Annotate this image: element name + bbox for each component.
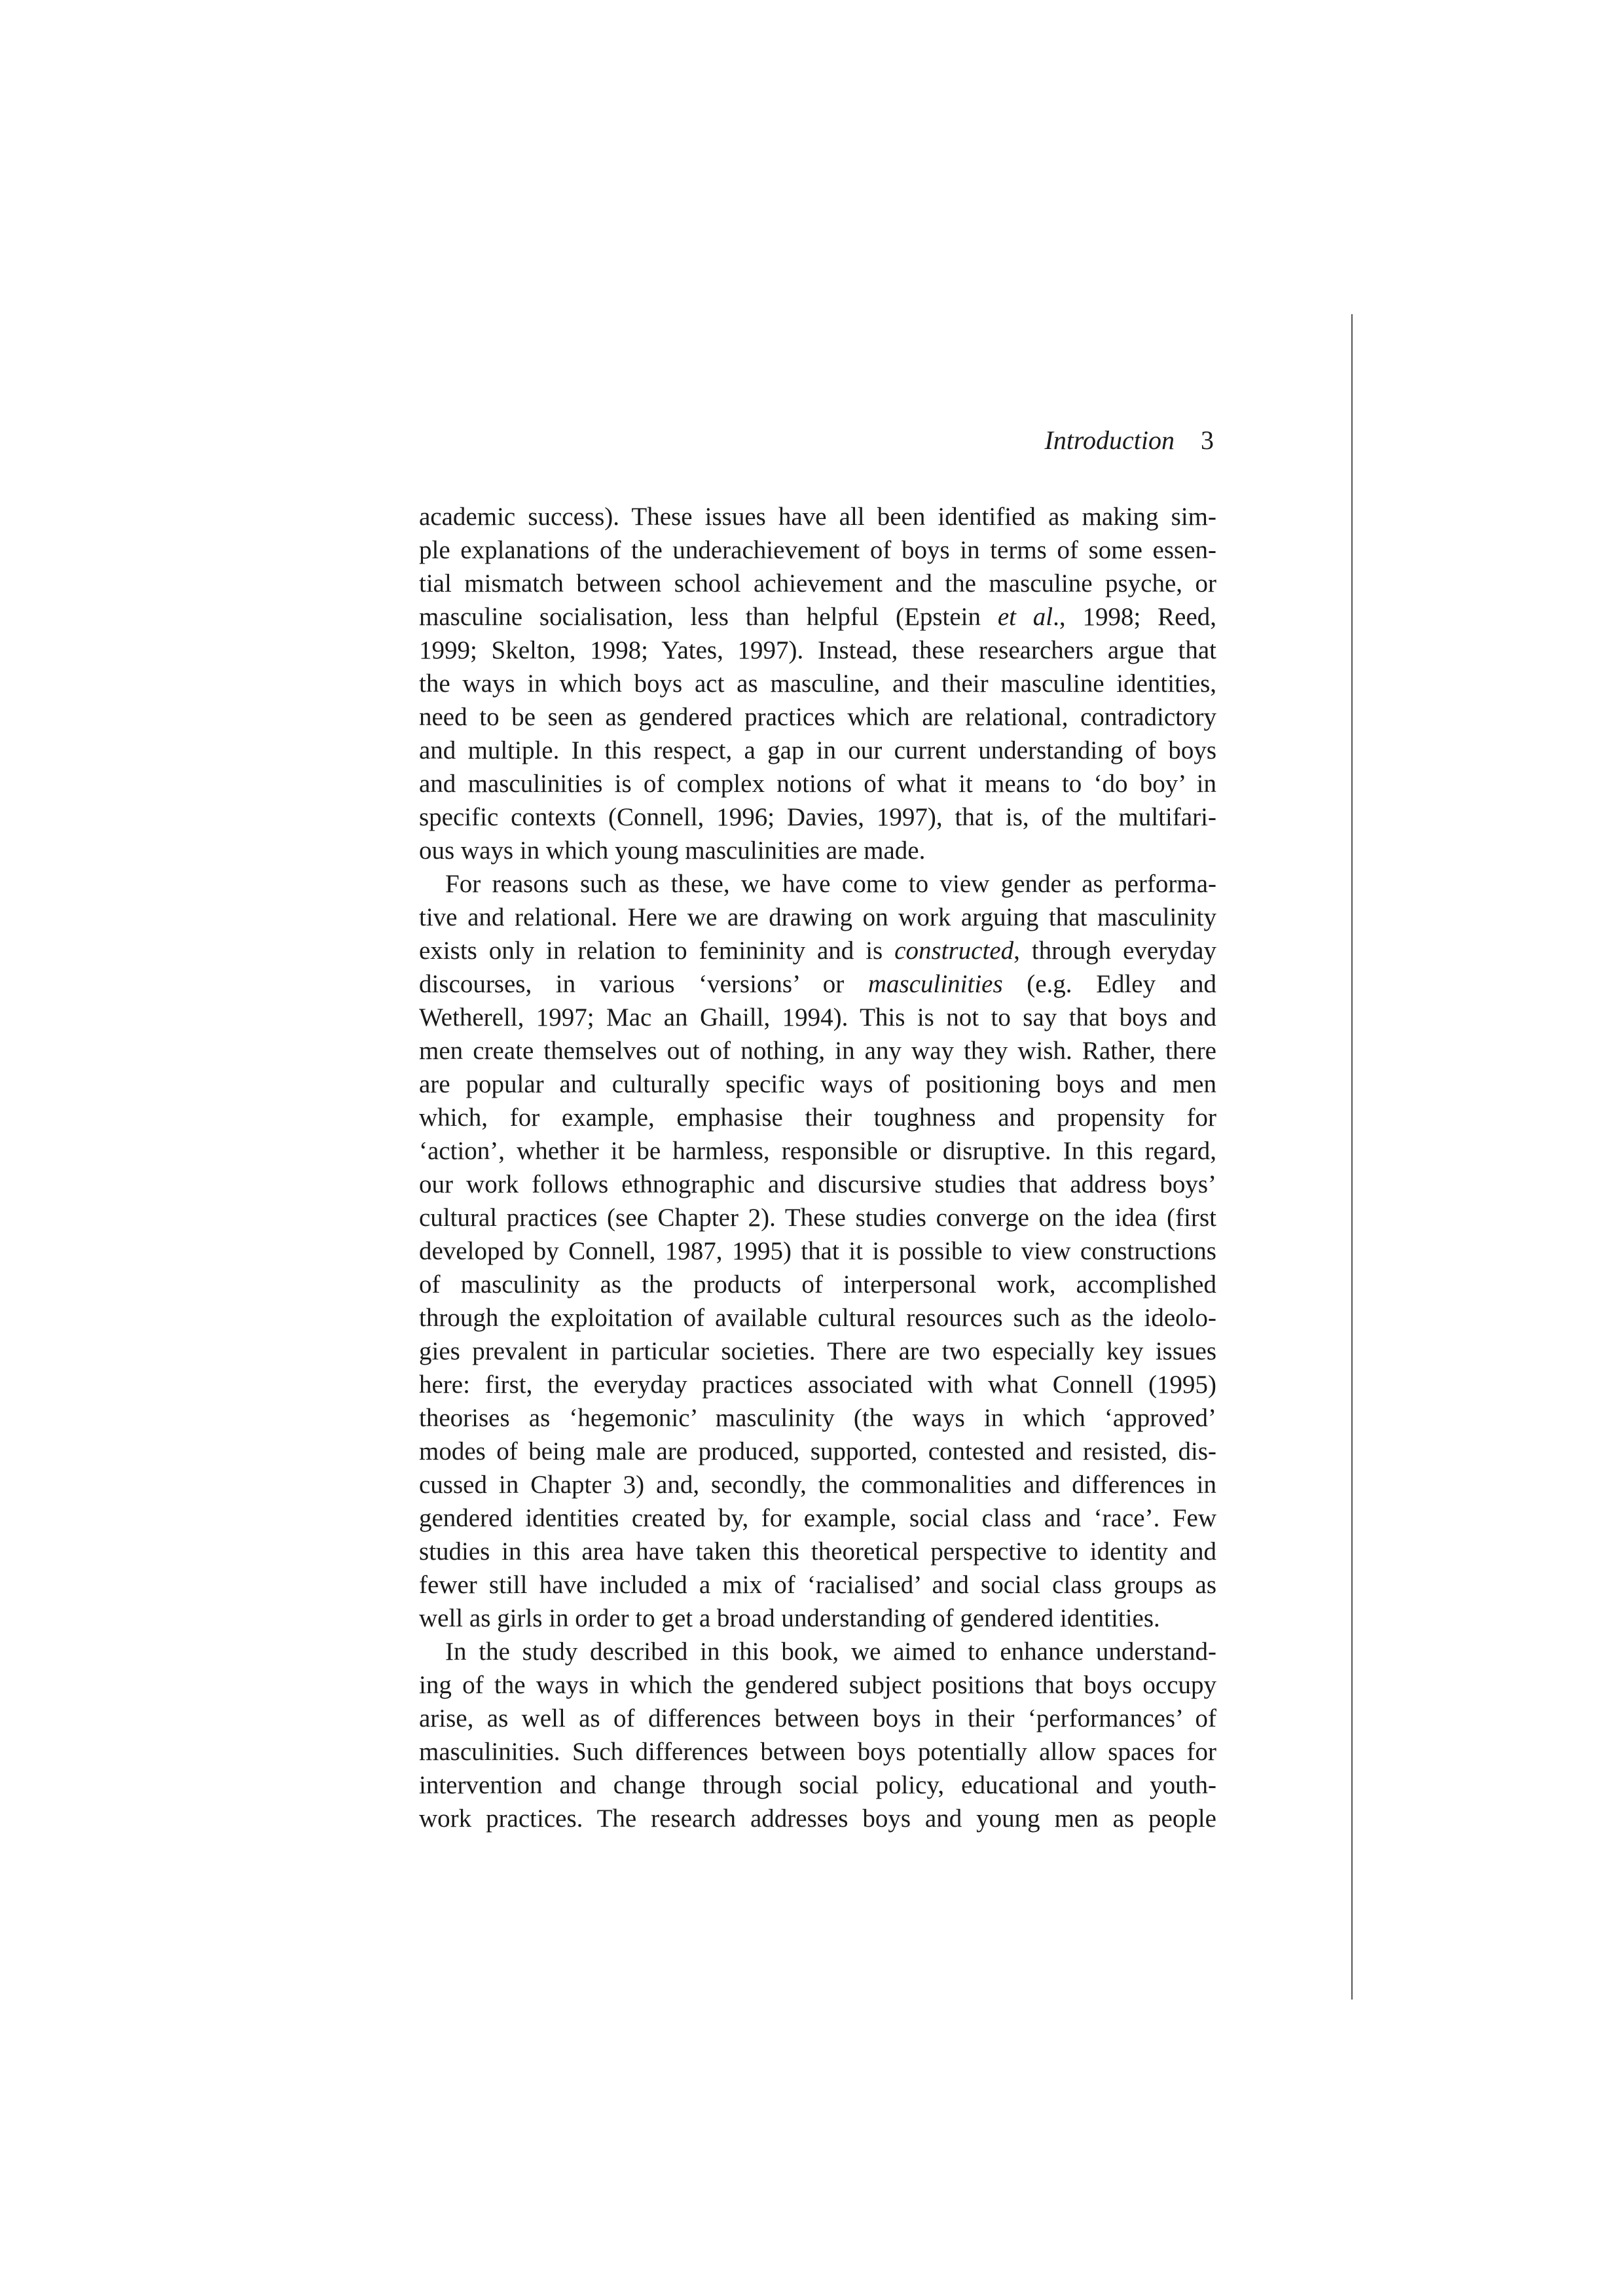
text-line: are popular and culturally specific ways of positioning boys and men [419, 1070, 1216, 1098]
running-head [786, 424, 1214, 457]
text-line: theorises as ‘hegemonic’ masculinity (the ways in which ‘approved’ [419, 1404, 1216, 1432]
text-line: here: first, the everyday practices associated with what Connell (1995) [419, 1371, 1216, 1399]
text-line: need to be seen as gendered practices which are relational, contradictory [419, 703, 1216, 731]
text-line: tive and relational. Here we are drawing on work arguing that masculinity [419, 903, 1216, 931]
italic-run: et al [997, 603, 1053, 631]
text-line [419, 600, 1216, 634]
text-line: developed by Connell, 1987, 1995) that it is possible to view constructions [419, 1237, 1216, 1265]
text-line: and multiple. In this respect, a gap in our current understanding of boys [419, 736, 1216, 764]
text-line: fewer still have included a mix of ‘racialised’ and social class groups as [419, 1571, 1216, 1599]
text-line: Wetherell, 1997; Mac an Ghaill, 1994). This is not to say that boys and [419, 1003, 1216, 1031]
text-line: well as girls in order to get a broad understanding of gendered identities. [419, 1604, 1160, 1632]
text-line: arise, as well as of differences between boys in their ‘performances’ of [419, 1704, 1216, 1732]
text-line: work practices. The research addresses boys and young men as people [419, 1804, 1216, 1833]
text-line: and masculinities is of complex notions of what it means to ‘do boy’ in [419, 770, 1216, 798]
italic-run: constructed [894, 937, 1014, 965]
text-line: the ways in which boys act as masculine, and their masculine identities, [419, 670, 1216, 698]
text-line: academic success). These issues have all been identified as making sim- [419, 503, 1216, 531]
text-line: ‘action’, whether it be harmless, responsible or disruptive. In this regard, [419, 1137, 1216, 1165]
text-line: ing of the ways in which the gendered subject positions that boys occupy [419, 1671, 1216, 1699]
text-line: cultural practices (see Chapter 2). These studies converge on the idea (first [419, 1204, 1216, 1232]
text-run: masculine socialisation, less than helpful (Epstein [419, 603, 998, 631]
text-run: exists only in relation to femininity and is [419, 937, 895, 965]
text-run: , through everyday [1013, 937, 1216, 965]
running-head-title: Introduction [1044, 425, 1175, 455]
text-line [419, 967, 1216, 1001]
text-run: discourses, in various ‘versions’ or [419, 970, 868, 998]
body-text [419, 500, 1216, 1835]
text-line: studies in this area have taken this theoretical perspective to identity and [419, 1537, 1216, 1566]
text-run: ., 1998; Reed, [1053, 603, 1216, 631]
text-line: 1999; Skelton, 1998; Yates, 1997). Instead, these researchers argue that [419, 636, 1216, 664]
text-line: tial mismatch between school achievement and the masculine psyche, or [419, 569, 1216, 598]
text-line: which, for example, emphasise their toughness and propensity for [419, 1103, 1216, 1132]
text-line: For reasons such as these, we have come to view gender as performa- [445, 870, 1216, 898]
text-line: intervention and change through social policy, educational and youth- [419, 1771, 1216, 1799]
text-line: specific contexts (Connell, 1996; Davies, 1997), that is, of the multifari- [419, 803, 1216, 831]
text-line: masculinities. Such differences between boys potentially allow spaces for [419, 1738, 1216, 1766]
text-line: gendered identities created by, for example, social class and ‘race’. Few [419, 1504, 1216, 1532]
text-line: men create themselves out of nothing, in any way they wish. Rather, there [419, 1037, 1216, 1065]
page-number: 3 [1201, 425, 1214, 455]
text-line: cussed in Chapter 3) and, secondly, the commonalities and differences in [419, 1471, 1216, 1499]
text-line: gies prevalent in particular societies. There are two especially key issues [419, 1337, 1216, 1365]
text-line: In the study described in this book, we aimed to enhance understand- [445, 1638, 1216, 1666]
text-line: ous ways in which young masculinities are made. [419, 836, 926, 865]
text-line: through the exploitation of available cultural resources such as the ideolo- [419, 1304, 1216, 1332]
text-line [419, 934, 1216, 967]
italic-run: masculinities [867, 970, 1003, 998]
text-line: our work follows ethnographic and discursive studies that address boys’ [419, 1170, 1216, 1198]
text-line: modes of being male are produced, supported, contested and resisted, dis- [419, 1437, 1216, 1465]
text-run: (e.g. Edley and [1002, 970, 1216, 998]
text-line: ple explanations of the underachievement of boys in terms of some essen- [419, 536, 1216, 564]
text-line: of masculinity as the products of interpersonal work, accomplished [419, 1270, 1216, 1299]
margin-rule [1351, 314, 1353, 2000]
